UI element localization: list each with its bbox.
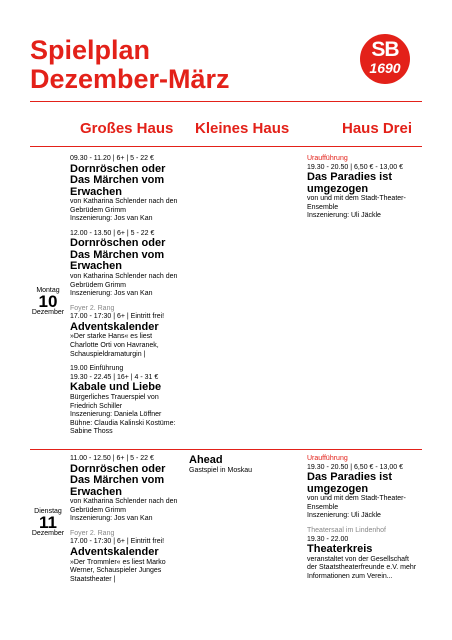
event-info: 19.30 - 22.45 | 16+ | 4 - 31 € <box>70 373 159 381</box>
venue-drei: Haus Drei <box>342 120 413 137</box>
day-number: 10 <box>38 292 58 311</box>
event-line: von und mit dem Stadt-Theater-Ensemble <box>307 495 406 511</box>
event-title[interactable]: Kabale und Liebe <box>70 381 162 394</box>
haus-drei-day2 <box>307 455 417 587</box>
day-separator <box>30 449 422 450</box>
event-line: von und mit dem Stadt-Theater-Ensemble <box>307 195 406 211</box>
weekday: Dienstag <box>34 508 62 515</box>
event[interactable] <box>70 155 182 224</box>
event-title[interactable]: Theaterkreis <box>307 543 373 556</box>
event[interactable] <box>70 230 182 299</box>
event[interactable] <box>70 305 182 359</box>
premiere-label: Uraufführung <box>307 455 348 462</box>
event[interactable] <box>189 455 299 475</box>
page-title <box>30 36 230 94</box>
kleines-haus-day2 <box>189 455 299 481</box>
premiere-label: Uraufführung <box>307 155 348 162</box>
event-line: Inszenierung: Jos van Kan <box>70 515 153 523</box>
event-info: 17.00 - 17:30 | 6+ | Eintritt frei! <box>70 313 165 321</box>
gross-haus-day2 <box>70 455 182 590</box>
event-title[interactable]: Ahead <box>189 454 223 466</box>
event-line: Gastspiel in Moskau <box>189 466 253 474</box>
event-info: 19.00 Einführung <box>70 365 124 373</box>
gross-haus-day1 <box>70 155 182 443</box>
event-line: Inszenierung: Jos van Kan <box>70 215 153 223</box>
title-line-2: Dezember-März <box>30 64 230 94</box>
venue-rule <box>30 146 422 147</box>
event-line: Inszenierung: Jos van Kan <box>70 290 153 298</box>
event-line: veranstaltet von der Gesellschaft der Staatstheaterfreunde e.V. mehr Informationen zum Verein... <box>307 555 417 580</box>
weekday: Montag <box>36 287 60 294</box>
event-info: 17.00 - 17:30 | 6+ | Eintritt frei! <box>70 538 165 546</box>
event-line: »Der starke Hans« es liest Charlotte Orti von Havranek, Schauspieldramaturgin | <box>70 333 159 358</box>
event-info: 19.30 - 20.50 | 6,50 € - 13,00 € <box>307 463 404 471</box>
month: Dezember <box>31 530 65 537</box>
event-title[interactable]: Dornröschen oder Das Märchen vom Erwachen <box>70 462 166 498</box>
event-info: 12.00 - 13.50 | 6+ | 5 - 22 € <box>70 229 155 237</box>
event[interactable] <box>70 530 182 584</box>
event-info: 09.30 - 11.20 | 6+ | 5 - 22 € <box>70 155 154 162</box>
event-title[interactable]: Adventskalender <box>70 546 159 559</box>
event-title[interactable]: Dornröschen oder Das Märchen vom Erwachen <box>70 162 166 198</box>
logo-letters: SB <box>371 38 399 61</box>
event[interactable] <box>70 365 182 437</box>
event-line: Bürgerliches Trauerspiel von Friedrich Schiller <box>70 393 159 410</box>
haus-drei-day1 <box>307 155 417 227</box>
event-line: von Katharina Schlender nach den Gebrüdem Grimm <box>70 198 178 214</box>
event-info: 11.00 - 12.50 | 6+ | 5 - 22 € <box>70 455 154 462</box>
event-location: Theatersaal im Lindenhof <box>307 526 386 534</box>
title-line-1: Spielplan <box>30 35 151 65</box>
event[interactable] <box>70 455 182 524</box>
day-label <box>30 287 66 317</box>
month: Dezember <box>31 309 65 316</box>
event-line: von Katharina Schlender nach den Gebrüdem Grimm <box>70 272 178 289</box>
event-line: »Der Trommler« es liest Marko Werner, Schauspieler Junges Staatstheater | <box>70 558 166 583</box>
event[interactable] <box>307 455 417 521</box>
event-location: Foyer 2. Rang <box>70 304 115 312</box>
event-info: 19.30 - 20.50 | 6,50 € - 13,00 € <box>307 163 404 171</box>
event-line: Inszenierung: Uli Jäckle <box>307 212 381 220</box>
logo-year: 1690 <box>369 60 401 76</box>
event-title[interactable]: Das Paradies ist umgezogen <box>307 471 392 495</box>
event[interactable] <box>307 527 417 581</box>
theatre-logo <box>360 34 410 84</box>
event-line: von Katharina Schlender nach den Gebrüdem Grimm <box>70 498 178 514</box>
venue-gross: Großes Haus <box>80 120 174 137</box>
venue-klein: Kleines Haus <box>195 120 290 137</box>
event-info: 19.30 - 22.00 <box>307 535 349 543</box>
header-rule <box>30 101 422 102</box>
day-number: 11 <box>39 513 57 532</box>
event-line: Inszenierung: Uli Jäckle <box>307 512 381 520</box>
event[interactable] <box>307 155 417 221</box>
event-line: Inszenierung: Daniela Löffner Bühne: Claudia Kalinski Kostüme: Sabine Thoss <box>70 411 176 436</box>
day-label <box>30 508 66 538</box>
event-title[interactable]: Das Paradies ist umgezogen <box>307 171 392 195</box>
event-title[interactable]: Dornröschen oder Das Märchen vom Erwachen <box>70 237 166 273</box>
event-location: Foyer 2. Rang <box>70 529 115 537</box>
event-title[interactable]: Adventskalender <box>70 320 159 333</box>
